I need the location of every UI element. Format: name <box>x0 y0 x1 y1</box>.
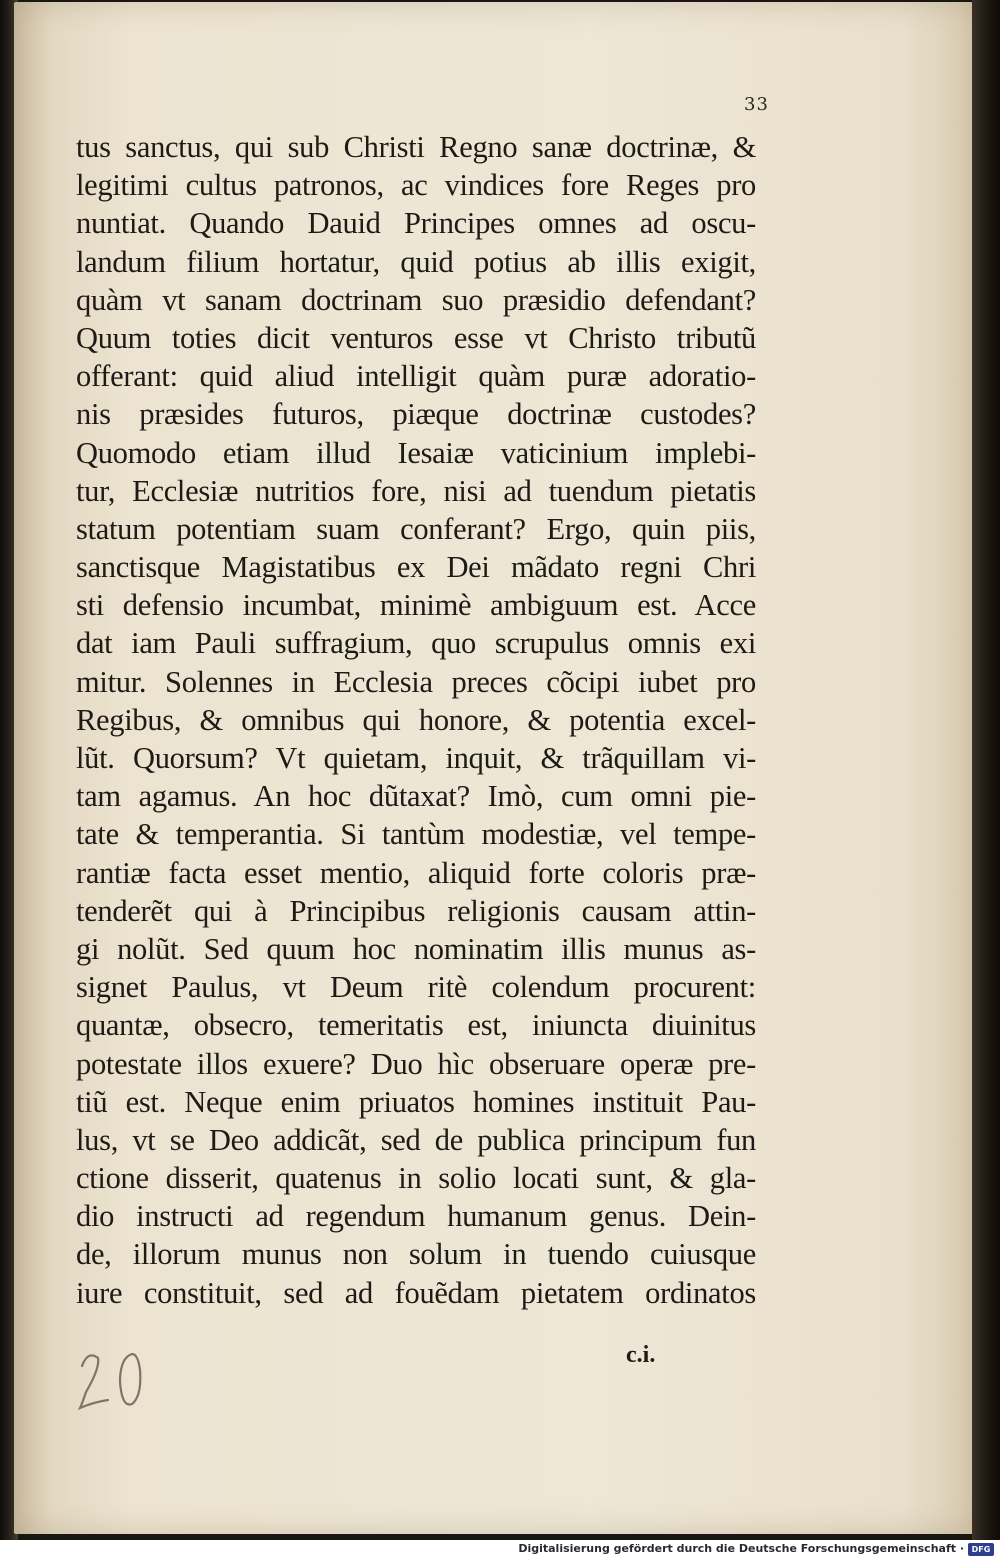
text-line: tus sanctus, qui sub Christi Regno sanæ doctrinæ, & <box>76 130 756 164</box>
text-line: dat iam Pauli suffragium, quo scrupulus omnis exi <box>76 626 756 661</box>
book-page <box>14 2 976 1534</box>
text-line: lũt. Quorsum? Vt quietam, inquit, & trãquillam vi- <box>76 741 756 775</box>
text-line: rantiæ facta esset mentio, aliquid forte coloris præ- <box>76 855 756 890</box>
text-line: landum filium hortatur, quid potius ab illis exigit, <box>76 244 756 279</box>
text-line: tate & temperantia. Si tantùm modestiæ, vel tempe- <box>76 817 756 852</box>
book-edge-right <box>972 0 1000 1540</box>
text-line: potestate illos exuere? Duo hìc obseruare operæ pre- <box>76 1046 756 1081</box>
text-line: dio instructi ad regendum humanum genus. Dein- <box>76 1199 756 1234</box>
text-line: statum potentiam suam conferant? Ergo, quin piis, <box>76 511 756 546</box>
text-line: sanctisque Magistatibus ex Dei mãdato regni Chri <box>76 550 756 585</box>
text-line: lus, vt se Deo addicãt, sed de publica principum fun <box>76 1122 756 1157</box>
text-line: iure constituit, sed ad fouẽdam pietatem ordinatos <box>76 1275 756 1310</box>
text-line: Regibus, & omnibus qui honore, & potentia excel- <box>76 702 756 737</box>
text-line: Quum toties dicit venturos esse vt Christo tributũ <box>76 320 756 355</box>
text-line: tiũ est. Neque enim priuatos homines instituit Pau- <box>76 1084 756 1119</box>
text-line: nuntiat. Quando Dauid Principes omnes ad oscu- <box>76 206 756 241</box>
text-line: de, illorum munus non solum in tuendo cuiusque <box>76 1237 756 1272</box>
footer-credit: Digitalisierung gefördert durch die Deutsche Forschungsgemeinschaft · <box>518 1542 964 1555</box>
text-line: quantæ, obsecro, temeritatis est, iniuncta diuinitus <box>76 1008 756 1043</box>
page-number: 33 <box>744 94 769 115</box>
text-line: offerant: quid aliud intelligit quàm puræ adoratio- <box>76 359 756 394</box>
text-line: legitimi cultus patronos, ac vindices fore Reges pro <box>76 168 756 203</box>
text-line: signet Paulus, vt Deum ritè colendum procurent: <box>76 970 756 1005</box>
text-line: tenderẽt qui à Principibus religionis causam attin- <box>76 893 756 928</box>
signature-mark: c.i. <box>626 1342 656 1368</box>
text-line: Quomodo etiam illud Iesaiæ vaticinium implebi- <box>76 435 756 470</box>
handwritten-pencil-mark <box>74 1344 164 1414</box>
text-line: tur, Ecclesiæ nutritios fore, nisi ad tuendum pietatis <box>76 473 756 508</box>
text-line: tam agamus. An hoc dũtaxat? Imò, cum omni pie- <box>76 779 756 814</box>
text-line: gi nolũt. Sed quum hoc nominatim illis munus as- <box>76 931 756 966</box>
text-line: ctione disserit, quatenus in solio locati sunt, & gla- <box>76 1161 756 1196</box>
text-line: nis præsides futuros, piæque doctrinæ custodes? <box>76 397 756 432</box>
text-line: mitur. Solennes in Ecclesia preces cõcipi iubet pro <box>76 664 756 699</box>
text-line: quàm vt sanam doctrinam suo præsidio defendant? <box>76 282 756 317</box>
dfg-logo: DFG <box>968 1543 994 1556</box>
text-line: sti defensio incumbat, minimè ambiguum est. Acce <box>76 588 756 623</box>
text-block <box>76 128 756 1312</box>
